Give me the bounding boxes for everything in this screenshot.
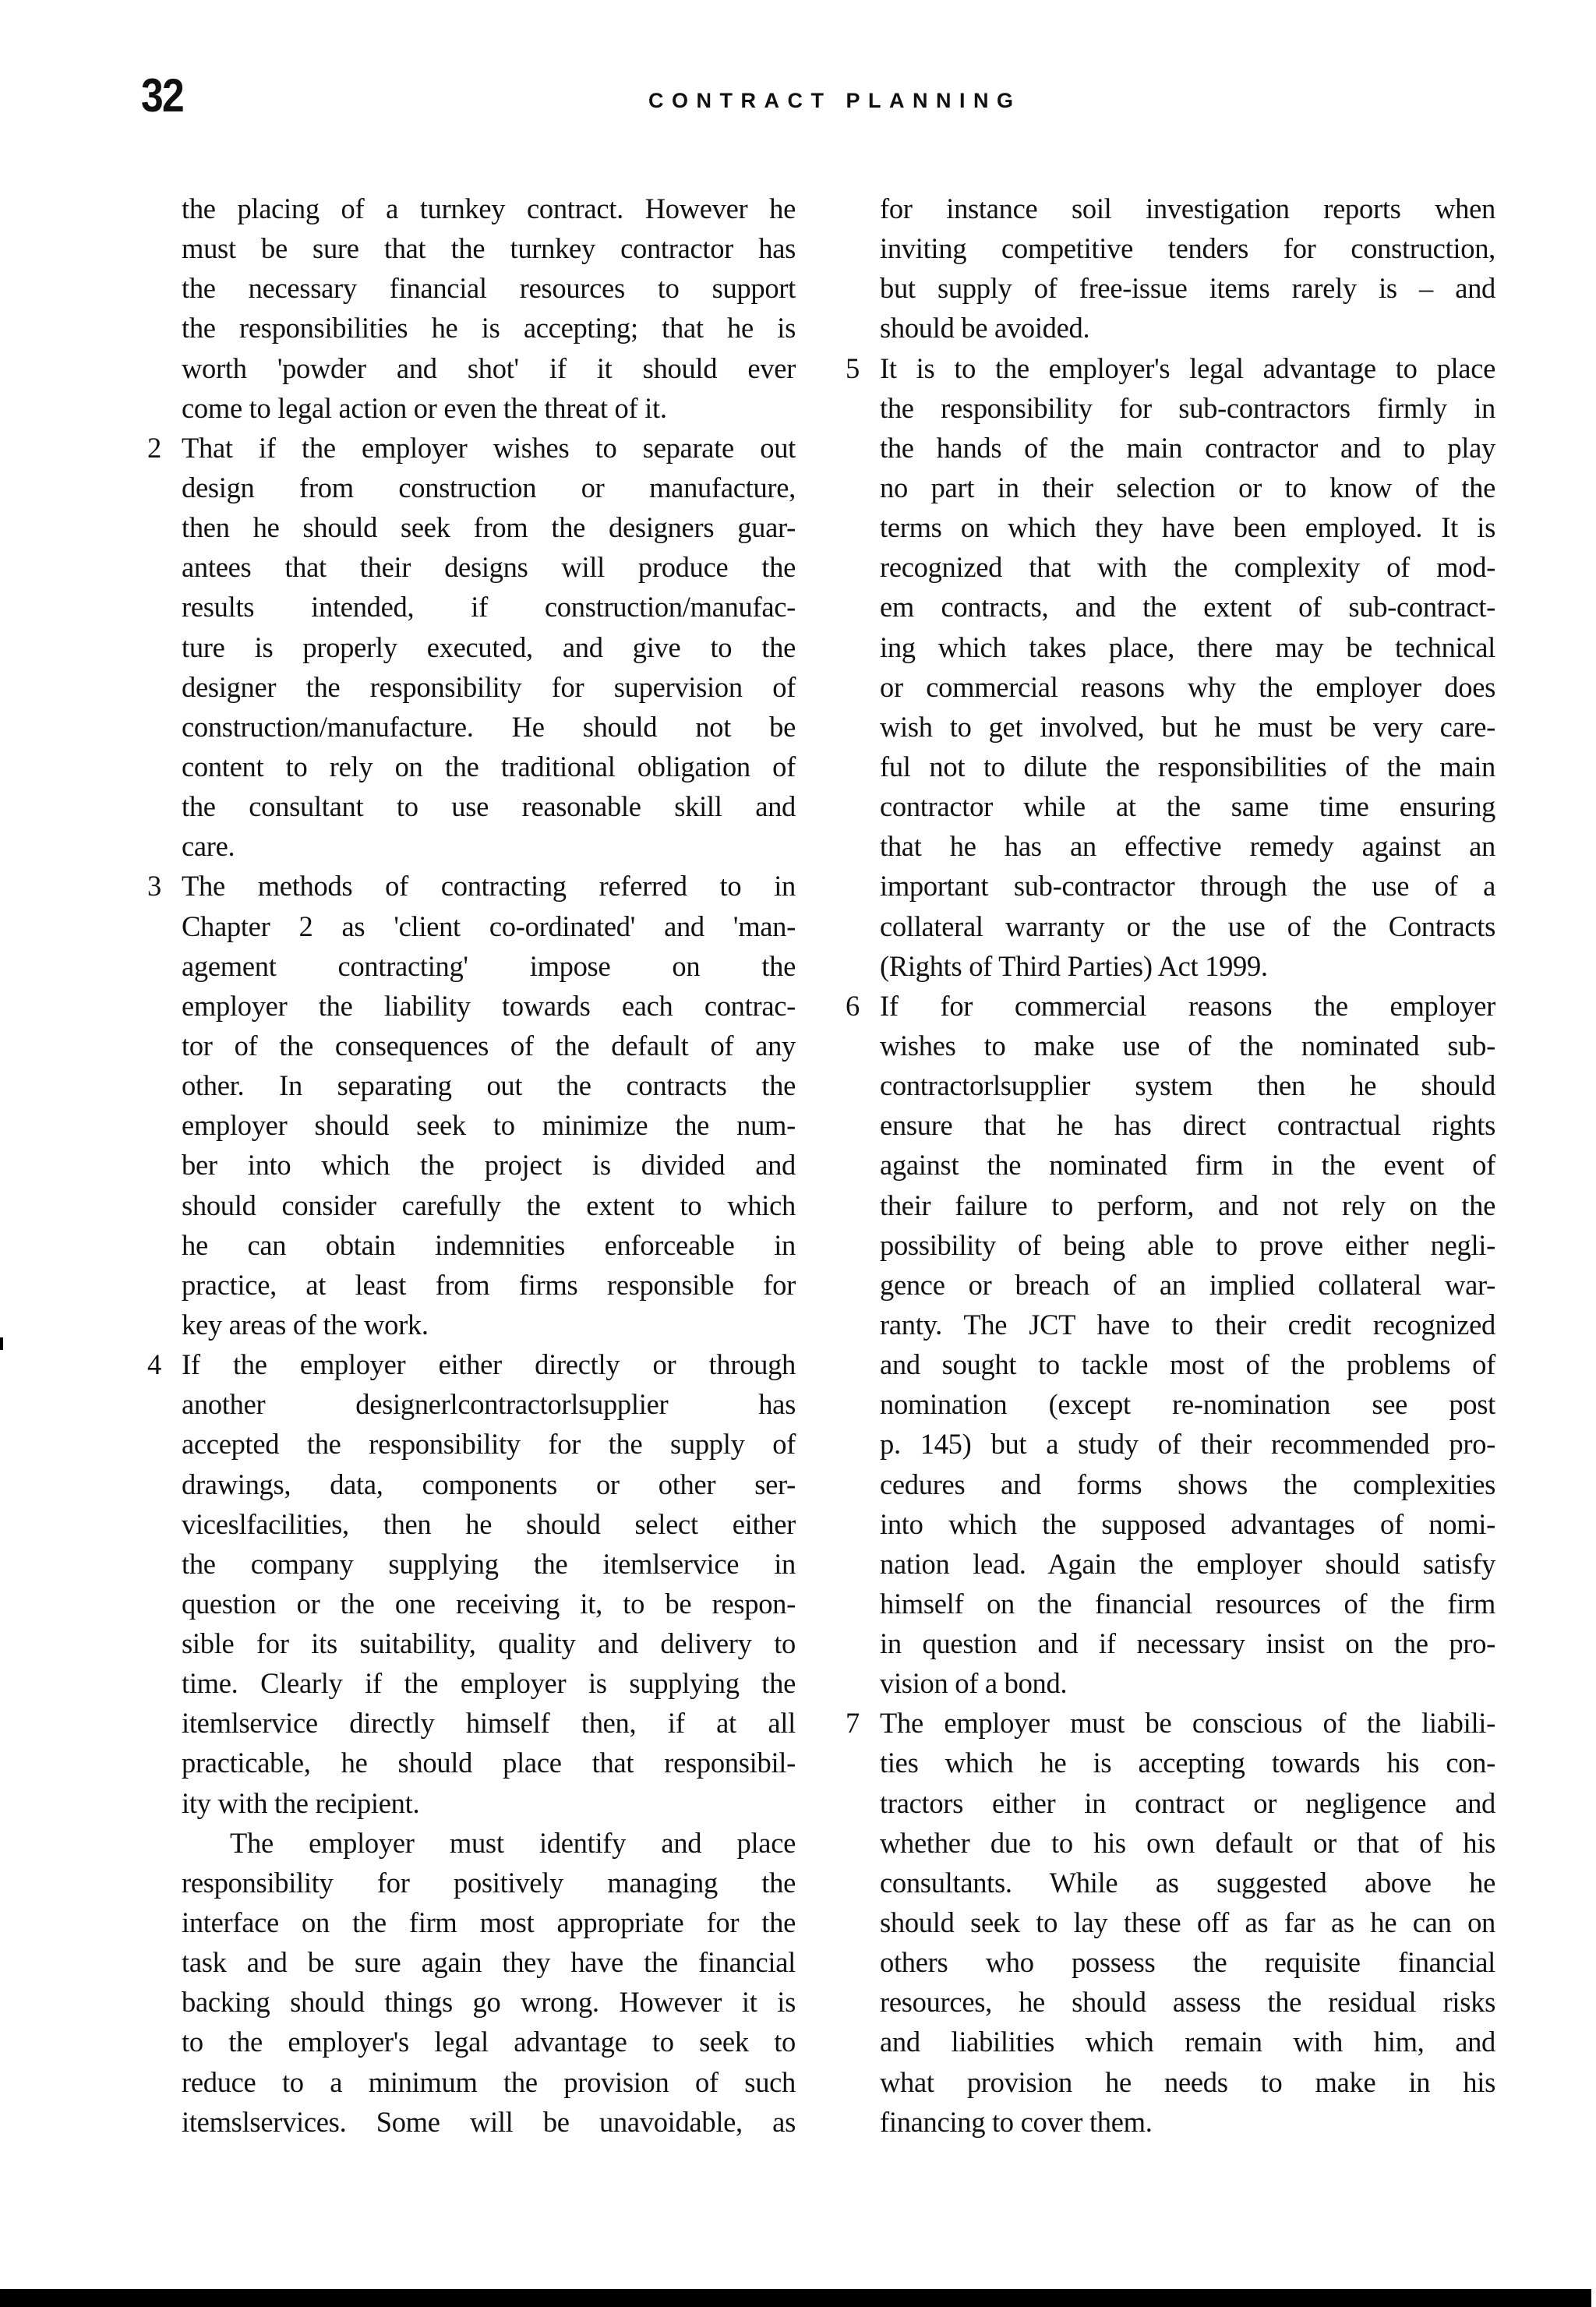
text-line: the company supplying the itemlservice in	[182, 1547, 796, 1580]
text-line: cedures and forms shows the complexities	[880, 1468, 1495, 1500]
text-line: come to legal action or even the threat of it.	[182, 391, 667, 424]
text-line: to the employer's legal advantage to seek to	[182, 2026, 796, 2058]
text-line: ber into which the project is divided and	[182, 1149, 796, 1182]
text-line: ful not to dilute the responsibilities of the main	[880, 750, 1495, 783]
text-line: practice, at least from firms responsible for	[182, 1268, 796, 1301]
text-line: worth 'powder and shot' if it should ever	[182, 352, 796, 384]
text-line: time. Clearly if the employer is supplying the	[182, 1667, 796, 1700]
text-line: reduce to a minimum the provision of such	[182, 2065, 796, 2098]
text-line: nation lead. Again the employer should satisfy	[880, 1547, 1495, 1580]
text-line: itemlservice directly himself then, if at all	[182, 1707, 796, 1740]
text-line: backing should things go wrong. However it is	[182, 1986, 796, 2019]
text-line: consultants. While as suggested above he	[880, 1866, 1495, 1899]
text-line: agement contracting' impose on the	[182, 949, 796, 982]
text-line: content to rely on the traditional obligation of	[182, 750, 796, 783]
page-bottom-border	[0, 2289, 1591, 2307]
text-line: question or the one receiving it, to be respon-	[182, 1587, 796, 1620]
text-line: himself on the financial resources of the firm	[880, 1587, 1495, 1620]
text-line: If the employer either directly or through	[182, 1348, 796, 1381]
text-line: tor of the consequences of the default of any	[182, 1029, 796, 1062]
text-line: (Rights of Third Parties) Act 1999.	[880, 949, 1268, 982]
text-line: ties which he is accepting towards his con-	[880, 1747, 1495, 1779]
item-number: 3	[147, 870, 162, 903]
text-line: It is to the employer's legal advantage to place	[880, 352, 1495, 384]
item-number: 4	[147, 1348, 162, 1381]
text-line: sible for its suitability, quality and delivery to	[182, 1627, 796, 1660]
numbered-item-3	[147, 866, 796, 1344]
text-line: whether due to his own default or that of his	[880, 1826, 1495, 1859]
text-line: responsibility for positively managing the	[182, 1866, 796, 1899]
text-line: no part in their selection or to know of the	[880, 471, 1495, 503]
text-line: ture is properly executed, and give to the	[182, 631, 796, 663]
text-line: the placing of a turnkey contract. However he	[182, 193, 796, 224]
text-line: then he should seek from the designers guar-	[182, 511, 796, 544]
item-number: 5	[846, 352, 860, 384]
text-line: recognized that with the complexity of mod-	[880, 551, 1495, 584]
numbered-item-2	[147, 428, 796, 867]
text-line: another designerlcontractorlsupplier has	[182, 1388, 796, 1421]
running-header: CONTRACT PLANNING	[648, 89, 1022, 112]
numbered-item-6	[846, 986, 1495, 1704]
text-line: ity with the recipient.	[182, 1786, 420, 1819]
text-line: inviting competitive tenders for construction,	[880, 232, 1495, 265]
text-line: or commercial reasons why the employer does	[880, 670, 1495, 703]
item-number: 2	[147, 431, 162, 464]
text-line: Chapter 2 as 'client co-ordinated' and 'man-	[182, 910, 796, 942]
text-line: nomination (except re-nomination see post	[880, 1388, 1495, 1421]
text-line: should seek to lay these off as far as he can on	[880, 1906, 1495, 1939]
text-line: design from construction or manufacture,	[182, 471, 796, 503]
numbered-item-4	[147, 1344, 796, 1823]
item-number: 6	[846, 989, 860, 1022]
text-line: should consider carefully the extent to which	[182, 1189, 796, 1221]
text-line: should be avoided.	[880, 312, 1090, 344]
text-line: viceslfacilities, then he should select either	[182, 1507, 796, 1540]
text-line: important sub-contractor through the use of a	[880, 870, 1495, 903]
text-line: and sought to tackle most of the problems of	[880, 1348, 1495, 1381]
text-line: If for commercial reasons the employer	[880, 989, 1495, 1022]
text-line: drawings, data, components or other ser-	[182, 1468, 796, 1500]
text-line: antees that their designs will produce the	[182, 551, 796, 584]
text-line: designer the responsibility for supervision of	[182, 670, 796, 703]
text-line: interface on the firm most appropriate for the	[182, 1906, 796, 1939]
text-line: vision of a bond.	[880, 1667, 1068, 1700]
text-line: practicable, he should place that responsibil-	[182, 1747, 796, 1779]
text-line: key areas of the work.	[182, 1308, 429, 1341]
text-line: care.	[182, 830, 235, 863]
text-line: wish to get involved, but he must be very care-	[880, 710, 1495, 743]
text-line: the necessary financial resources to support	[182, 272, 796, 305]
text-line: but supply of free-issue items rarely is – and	[880, 272, 1495, 305]
text-line: resources, he should assess the residual risks	[880, 1986, 1495, 2019]
text-line: that he has an effective remedy against an	[880, 830, 1495, 863]
text-line: The employer must identify and place	[230, 1826, 796, 1859]
text-line: ensure that he has direct contractual rights	[880, 1109, 1495, 1142]
text-line: for instance soil investigation reports when	[880, 193, 1495, 224]
page-number: 32	[141, 69, 183, 122]
text-line: accepted the responsibility for the supply of	[182, 1428, 796, 1461]
text-line: others who possess the requisite financial	[880, 1946, 1495, 1979]
text-line: ranty. The JCT have to their credit recognized	[880, 1308, 1495, 1341]
left-column	[147, 189, 796, 2142]
text-line: itemslservices. Some will be unavoidable, as	[182, 2105, 796, 2138]
text-line: in question and if necessary insist on the pro-	[880, 1627, 1495, 1660]
paragraph	[182, 1823, 796, 2142]
text-line: construction/manufacture. He should not be	[182, 710, 796, 743]
text-line: financing to cover them.	[880, 2105, 1153, 2138]
text-line: what provision he needs to make in his	[880, 2065, 1495, 2098]
text-line: the responsibilities he is accepting; that he is	[182, 312, 796, 344]
text-line: ing which takes place, there may be technical	[880, 631, 1495, 663]
text-line: into which the supposed advantages of nomi-	[880, 1507, 1495, 1540]
text-line: results intended, if construction/manufac-	[182, 591, 796, 624]
text-line: the hands of the main contractor and to play	[880, 431, 1495, 464]
text-line: the responsibility for sub-contractors firmly in	[880, 391, 1495, 424]
numbered-item-5	[846, 348, 1495, 986]
text-line: their failure to perform, and not rely on the	[880, 1189, 1495, 1221]
right-column	[846, 189, 1495, 2142]
text-line: possibility of being able to prove either negli-	[880, 1228, 1495, 1261]
text-line: other. In separating out the contracts the	[182, 1069, 796, 1102]
paragraph	[182, 189, 796, 428]
text-line: task and be sure again they have the financial	[182, 1946, 796, 1979]
text-line: The methods of contracting referred to in	[182, 870, 796, 903]
text-line: p. 145) but a study of their recommended pro-	[880, 1428, 1495, 1461]
paragraph	[880, 189, 1495, 348]
text-line: contractorlsupplier system then he should	[880, 1069, 1495, 1102]
text-line: The employer must be conscious of the liabili-	[880, 1707, 1495, 1740]
scan-edge-mark	[0, 1337, 3, 1350]
text-line: employer the liability towards each contrac-	[182, 989, 796, 1022]
text-line: and liabilities which remain with him, and	[880, 2026, 1495, 2058]
text-line: must be sure that the turnkey contractor has	[182, 232, 796, 265]
text-line: terms on which they have been employed. It is	[880, 511, 1495, 544]
text-line: collateral warranty or the use of the Contracts	[880, 910, 1495, 942]
text-line: he can obtain indemnities enforceable in	[182, 1228, 796, 1261]
text-line: employer should seek to minimize the num-	[182, 1109, 796, 1142]
text-line: em contracts, and the extent of sub-contract-	[880, 591, 1495, 624]
text-line: contractor while at the same time ensuring	[880, 790, 1495, 823]
numbered-item-7	[846, 1703, 1495, 2142]
text-line: tractors either in contract or negligence and	[880, 1786, 1495, 1819]
text-line: That if the employer wishes to separate out	[182, 431, 796, 464]
text-line: against the nominated firm in the event of	[880, 1149, 1495, 1182]
text-line: gence or breach of an implied collateral war-	[880, 1268, 1495, 1301]
text-line: wishes to make use of the nominated sub-	[880, 1029, 1495, 1062]
item-number: 7	[846, 1707, 860, 1740]
text-line: the consultant to use reasonable skill and	[182, 790, 796, 823]
